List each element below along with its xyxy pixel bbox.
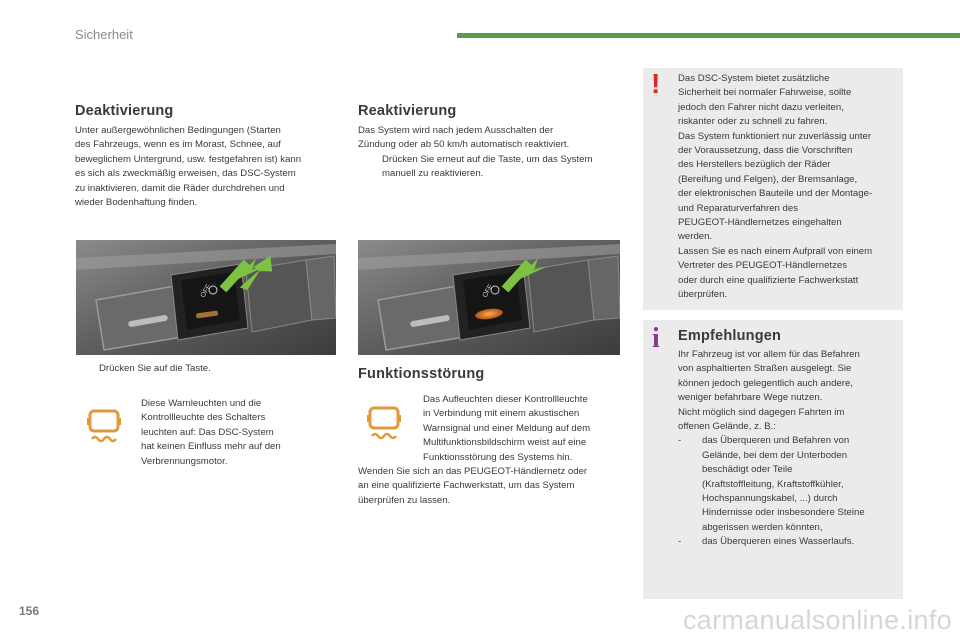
list-item	[678, 434, 900, 535]
list-text: abgerissen werden könnten,	[702, 521, 823, 533]
text-line: des Herstellers bezüglich der Räder	[678, 159, 831, 171]
deaktivierung-bullet	[75, 362, 361, 376]
text-line: wieder Bodenhaftung finden.	[75, 197, 198, 209]
button-off-label: OFF	[481, 283, 495, 299]
dash-marker: -	[678, 536, 682, 548]
list-text: Hochspannungskabel, ...) durch	[702, 493, 838, 505]
text-line: können jedoch gelegentlich auch andere,	[678, 377, 853, 389]
text-line: Kontrollleuchte des Schalters	[141, 412, 266, 424]
warning-lamps-text	[141, 397, 331, 469]
list-text: Hindernisse oder insbesondere Steine	[702, 507, 865, 519]
page-number: 156	[19, 604, 40, 618]
text-line: (Bereifung und Felgen), der Bremsanlage,	[678, 173, 858, 185]
funktionsstoerung-title: Funktionsstörung	[358, 366, 485, 382]
reaktivierung-text	[358, 124, 620, 182]
text-line: Nicht möglich sind dagegen Fahrten im	[678, 406, 845, 418]
reaktivierung-title: Reaktivierung	[358, 103, 457, 119]
info-icon: i	[652, 323, 660, 354]
text-line: der Voraussetzung, dass die Vorschriften	[678, 145, 853, 157]
text-line: Zündung oder ab 50 km/h automatisch reaktiviert.	[358, 139, 570, 151]
exclamation-icon: !	[651, 68, 661, 99]
fault-icon-text	[423, 393, 623, 465]
text-line: es sich als zweckmäßig erweisen, das DSC-System	[75, 168, 296, 180]
bullet-text: manuell zu reaktivieren.	[382, 168, 484, 180]
text-line: Diese Warnleuchten und die	[141, 398, 262, 409]
text-line: überprüfen.	[678, 289, 728, 301]
text-line: an eine qualifizierte Fachwerkstatt, um das System	[358, 480, 575, 492]
text-line: weniger befahrbare Wege nutzen.	[678, 392, 823, 404]
text-line: jedoch den Fahrer nicht dazu verleiten,	[678, 101, 844, 113]
text-line: Verbrennungsmotor.	[141, 455, 228, 467]
reaktivierung-bullet	[358, 153, 620, 182]
dsc-switch-illustration	[358, 240, 620, 355]
text-line: offenen Gelände, z. B.:	[678, 421, 776, 433]
deaktivierung-text	[75, 124, 337, 210]
text-line: riskanter oder zu schnell zu fahren.	[678, 116, 828, 128]
text-line: Vertreter des PEUGEOT-Händlernetzes	[678, 260, 848, 272]
text-line: oder durch eine qualifizierte Fachwerkstatt	[678, 274, 859, 286]
list-item	[678, 535, 900, 549]
info-box-text	[678, 348, 900, 550]
list-text: (Kraftstoffleitung, Kraftstoffkühler,	[702, 478, 844, 490]
watermark: carmanualsonline.info	[683, 605, 952, 635]
warning-box-text	[678, 72, 900, 303]
dsc-switch-illustration	[76, 240, 336, 355]
text-line: Sicherheit bei normaler Fahrweise, sollte	[678, 87, 852, 99]
text-line: in Verbindung mit einem akustischen	[423, 408, 580, 420]
section-label: Sicherheit	[75, 27, 133, 42]
dsc-off-warning-icon	[84, 405, 124, 445]
text-line: und Reparaturverfahren des	[678, 202, 798, 214]
list-text: das Überqueren eines Wasserlaufs.	[702, 536, 855, 548]
text-line: PEUGEOT-Händlernetzes eingehalten	[678, 217, 842, 229]
text-line: werden.	[678, 231, 713, 243]
text-line: beweglichem Untergrund, usw. festgefahren ist) kann	[75, 153, 302, 165]
text-line: überprüfen zu lassen.	[358, 494, 451, 506]
text-line: Das DSC-System bietet zusätzliche	[678, 73, 830, 84]
section-color-bar	[457, 33, 960, 38]
dsc-fault-warning-icon	[364, 402, 404, 442]
text-line: Warnsignal und einer Meldung auf dem	[423, 422, 591, 434]
text-line: des Fahrzeugs, wenn es im Morast, Schnee, auf	[75, 139, 281, 151]
text-line: von asphaltierten Straßen ausgelegt. Sie	[678, 363, 852, 375]
button-off-label: OFF	[199, 283, 213, 299]
text-line: Das System wird nach jedem Ausschalten der	[358, 125, 554, 136]
text-line: Ihr Fahrzeug ist vor allem für das Befahren	[678, 349, 860, 360]
text-line: Wenden Sie sich an das PEUGEOT-Händlernetz oder	[358, 466, 588, 477]
list-text: das Überqueren und Befahren von	[702, 435, 850, 447]
text-line: Das Aufleuchten dieser Kontrollleuchte	[423, 394, 588, 405]
text-line: der elektronischen Bauteile und der Montage-	[678, 188, 873, 200]
deaktivierung-title: Deaktivierung	[75, 103, 174, 119]
text-line: zu inaktivieren, damit die Räder durchdrehen und	[75, 182, 285, 194]
fault-contact-text	[358, 465, 620, 508]
dash-marker: -	[678, 435, 682, 447]
dsc-switch-photo-on	[358, 240, 620, 355]
empfehlungen-title: Empfehlungen	[678, 328, 782, 344]
list-text: beschädigt oder Teile	[702, 464, 793, 476]
bullet-text: Drücken Sie auf die Taste.	[99, 363, 211, 374]
text-line: Das System funktioniert nur zuverlässig unter	[678, 130, 872, 142]
text-line: Unter außergewöhnlichen Bedingungen (Starten	[75, 125, 281, 136]
dsc-switch-photo-off	[76, 240, 336, 355]
text-line: Multifunktionsbildschirm weist auf eine	[423, 437, 587, 449]
text-line: leuchten auf: Das DSC-System	[141, 426, 274, 438]
text-line: hat keinen Einfluss mehr auf den	[141, 441, 281, 453]
text-line: Lassen Sie es nach einem Aufprall von einem	[678, 245, 873, 257]
text-line: Funktionsstörung des Systems hin.	[423, 451, 573, 463]
bullet-text: Drücken Sie erneut auf die Taste, um das System	[382, 153, 593, 165]
list-text: Gelände, bei dem der Unterboden	[702, 449, 848, 461]
